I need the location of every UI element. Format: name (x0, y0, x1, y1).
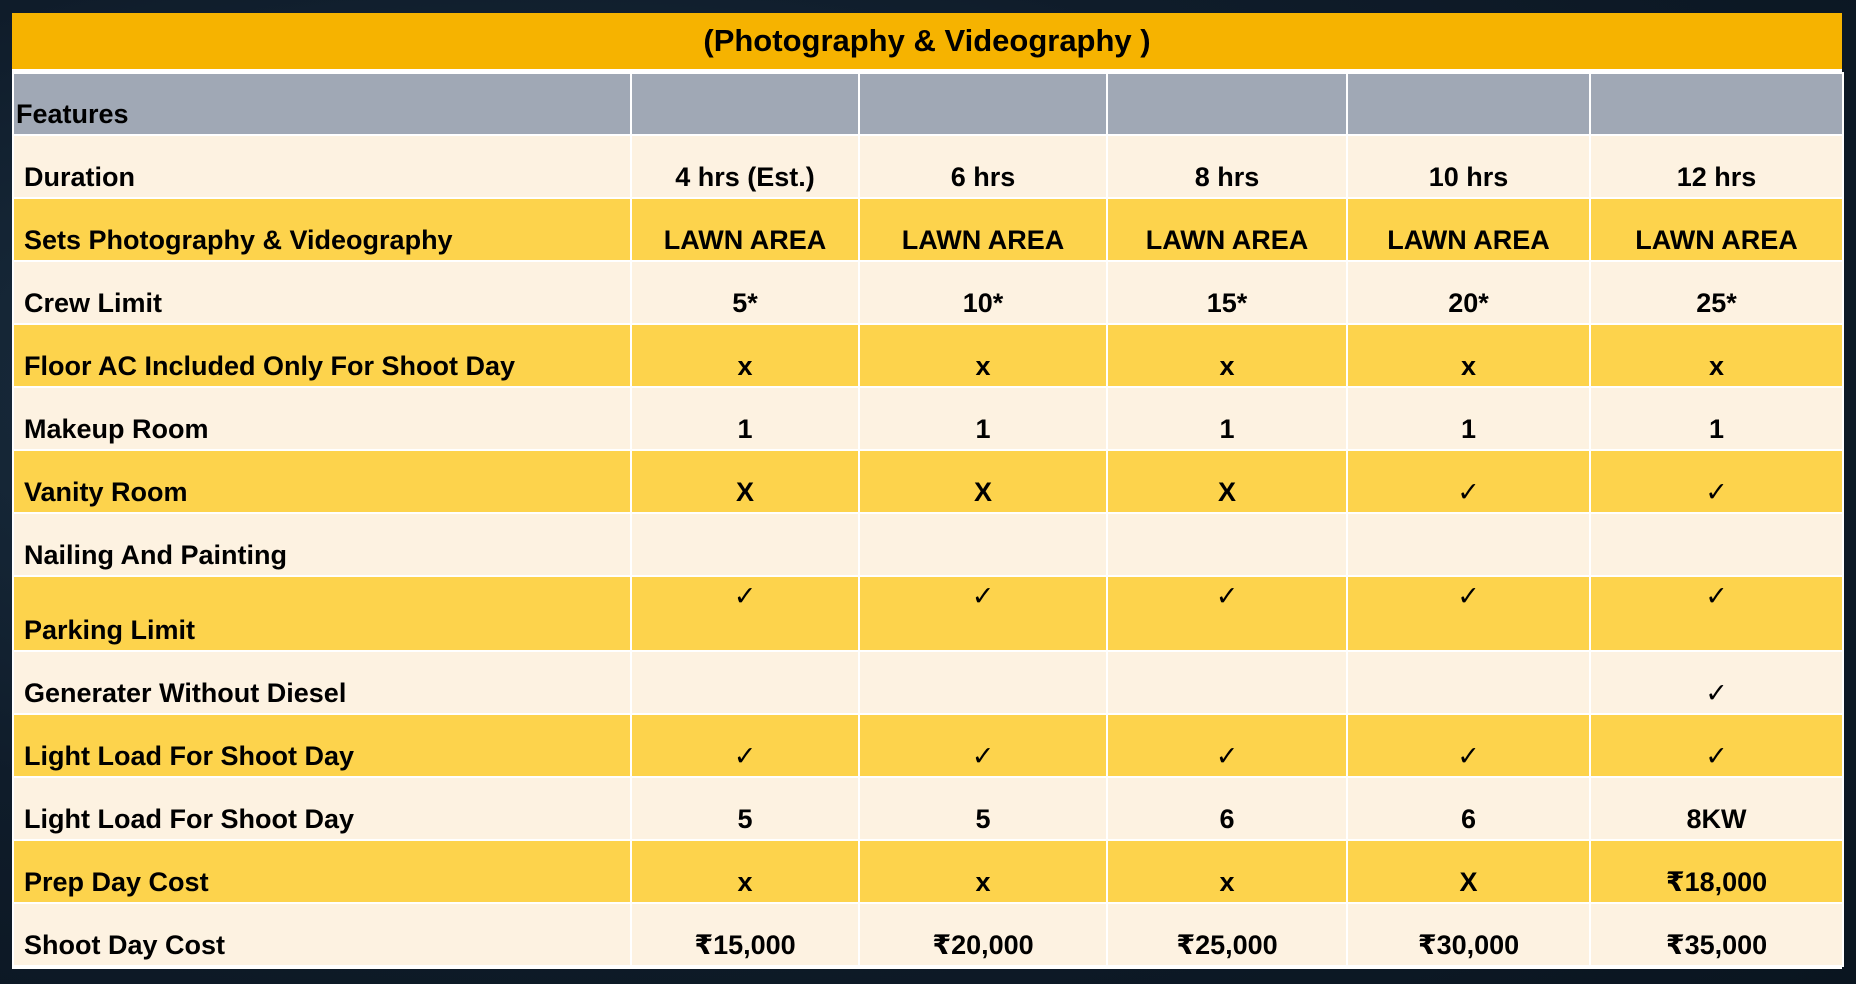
row-label: Prep Day Cost (13, 840, 631, 903)
header-column (1347, 73, 1590, 135)
table-row (13, 651, 1843, 714)
table-cell: 6 hrs (859, 135, 1107, 198)
row-label: Duration (13, 135, 631, 198)
table-cell: 10* (859, 261, 1107, 324)
table-cell: 1 (1590, 387, 1843, 450)
table-cell: x (631, 324, 859, 387)
table-cell: ✓ (631, 576, 859, 651)
table-cell: ₹30,000 (1347, 903, 1590, 966)
table-cell: 20* (1347, 261, 1590, 324)
table-cell: x (859, 324, 1107, 387)
table-cell: 5 (859, 777, 1107, 840)
table-cell (1107, 651, 1347, 714)
row-label: Parking Limit (13, 576, 631, 651)
table-cell (859, 651, 1107, 714)
header-column (1590, 73, 1843, 135)
table-row (13, 903, 1843, 966)
header-column (859, 73, 1107, 135)
table-cell: 5* (631, 261, 859, 324)
table-cell (1347, 513, 1590, 576)
table-cell: 5 (631, 777, 859, 840)
table-cell: 1 (631, 387, 859, 450)
table-cell: X (1107, 450, 1347, 513)
table-cell: x (1107, 840, 1347, 903)
table-cell: 6 (1107, 777, 1347, 840)
table-cell: x (1107, 324, 1347, 387)
table-row (13, 198, 1843, 261)
table-cell (859, 513, 1107, 576)
row-label: Makeup Room (13, 387, 631, 450)
table-row (13, 714, 1843, 777)
table-cell: ✓ (1107, 714, 1347, 777)
table-cell: X (1347, 840, 1590, 903)
header-column (631, 73, 859, 135)
table-row (13, 576, 1843, 651)
table-row (13, 135, 1843, 198)
table-cell: ✓ (1347, 450, 1590, 513)
row-label: Light Load For Shoot Day (13, 777, 631, 840)
table-cell: ₹20,000 (859, 903, 1107, 966)
page-title: (Photography & Videography ) (12, 13, 1842, 69)
table-cell: LAWN AREA (631, 198, 859, 261)
table-cell: X (631, 450, 859, 513)
table-cell: ✓ (1347, 576, 1590, 651)
table-cell: 1 (859, 387, 1107, 450)
row-label: Nailing And Painting (13, 513, 631, 576)
table-cell: x (631, 840, 859, 903)
table-header-row (13, 73, 1843, 135)
table-cell: 12 hrs (1590, 135, 1843, 198)
table-cell: LAWN AREA (1590, 198, 1843, 261)
table-cell: 25* (1590, 261, 1843, 324)
table-cell: X (859, 450, 1107, 513)
table-cell: 1 (1347, 387, 1590, 450)
table-cell: 15* (1107, 261, 1347, 324)
table-cell: ✓ (1590, 651, 1843, 714)
table-cell (631, 513, 859, 576)
table-cell: ✓ (631, 714, 859, 777)
table-cell (1590, 513, 1843, 576)
header-column (1107, 73, 1347, 135)
table-cell: 4 hrs (Est.) (631, 135, 859, 198)
table-cell: ✓ (859, 714, 1107, 777)
row-label: Shoot Day Cost (13, 903, 631, 966)
table-cell (631, 651, 859, 714)
table-cell: ₹35,000 (1590, 903, 1843, 966)
table-row (13, 261, 1843, 324)
table-cell: x (1347, 324, 1590, 387)
table-row (13, 777, 1843, 840)
row-label: Sets Photography & Videography (13, 198, 631, 261)
table-row (13, 840, 1843, 903)
table-cell: ✓ (859, 576, 1107, 651)
table-cell: ₹15,000 (631, 903, 859, 966)
table-cell: LAWN AREA (1347, 198, 1590, 261)
table-cell: LAWN AREA (859, 198, 1107, 261)
table-cell: 8 hrs (1107, 135, 1347, 198)
table-cell: 8KW (1590, 777, 1843, 840)
table-row (13, 513, 1843, 576)
row-label: Generater Without Diesel (13, 651, 631, 714)
table-cell: 10 hrs (1347, 135, 1590, 198)
table-cell: ✓ (1590, 714, 1843, 777)
table-cell: x (1590, 324, 1843, 387)
table-cell (1347, 651, 1590, 714)
table-cell: LAWN AREA (1107, 198, 1347, 261)
table-cell: ₹25,000 (1107, 903, 1347, 966)
pricing-panel (12, 13, 1842, 969)
table-row (13, 324, 1843, 387)
table-cell: ₹18,000 (1590, 840, 1843, 903)
table-cell: 6 (1347, 777, 1590, 840)
row-label: Light Load For Shoot Day (13, 714, 631, 777)
table-row (13, 387, 1843, 450)
row-label: Vanity Room (13, 450, 631, 513)
table-cell (1107, 513, 1347, 576)
row-label: Crew Limit (13, 261, 631, 324)
header-features-label: Features (13, 73, 631, 135)
table-cell: ✓ (1107, 576, 1347, 651)
table-cell: ✓ (1590, 576, 1843, 651)
row-label: Floor AC Included Only For Shoot Day (13, 324, 631, 387)
table-row (13, 450, 1843, 513)
table-cell: x (859, 840, 1107, 903)
table-cell: ✓ (1347, 714, 1590, 777)
table-cell: ✓ (1590, 450, 1843, 513)
pricing-table (12, 72, 1844, 967)
table-cell: 1 (1107, 387, 1347, 450)
